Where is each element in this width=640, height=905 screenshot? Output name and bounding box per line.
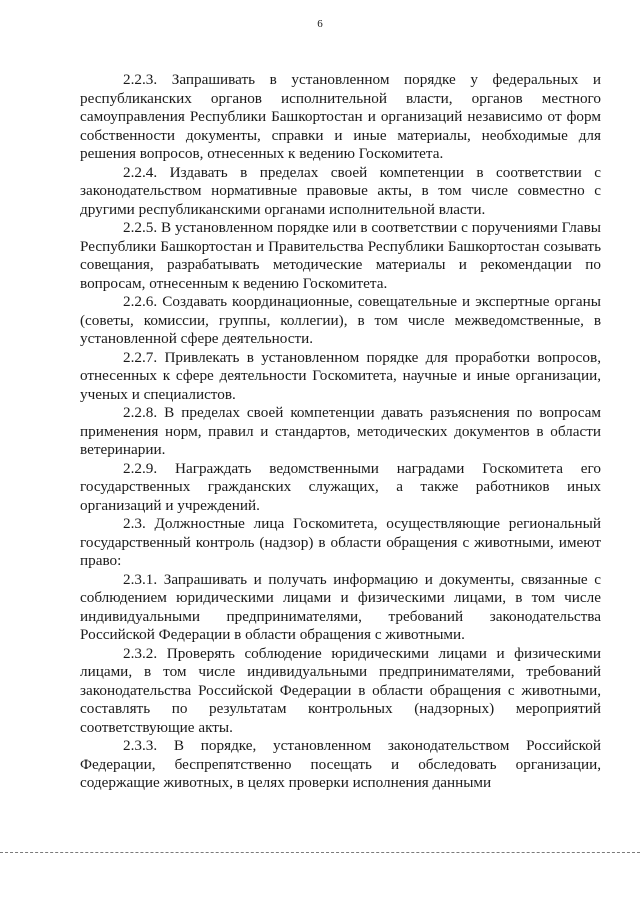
paragraph-2-2-8: 2.2.8. В пределах своей компетенции давать разъяснения по вопросам применения норм, правил и стандартов, методических документов в области ветеринарии. (80, 404, 601, 458)
paragraph-2-2-7: 2.2.7. Привлекать в установленном порядке для проработки вопросов, отнесенных к сфере деятельности Госкомитета, научные и иные организации, ученых и специалистов. (80, 348, 601, 403)
page-number: 6 (317, 18, 323, 30)
paragraph-2-2-6: 2.2.6. Создавать координационные, совещательные и экспертные органы (советы, комиссии, группы, коллегии), в том числе межведомственные, в установленной сфере деятельности. (80, 293, 601, 347)
paragraph-2-3-1: 2.3.1. Запрашивать и получать информацию и документы, связанные с соблюдением юридическими лицами и физическими лицами, в том числе индивидуальными предпринимателями, требований законодательства Российской Федерации в области обращения с животными. (80, 570, 601, 643)
paragraph-2-2-4: 2.2.4. Издавать в пределах своей компетенции в соответствии с законодательством нормативные правовые акты, в том числе совместно с другими республиканскими органами исполнительной власти. (80, 163, 601, 218)
paragraph-2-3-3: 2.3.3. В порядке, установленном законодательством Российской Федерации, беспрепятственно посещать и обследовать организации, содержащие животных, в целях проверки исполнения данными (80, 737, 601, 791)
paragraph-2-3: 2.3. Должностные лица Госкомитета, осуществляющие региональный государственный контроль (надзор) в области обращения с животными, имеют право: (80, 515, 601, 569)
paragraph-2-2-3: 2.2.3. Запрашивать в установленном порядке у федеральных и республиканских органов исполнительной власти, органов местного самоуправления Республики Башкортостан и организаций независимо от форм собственности документы, справки и иные материалы, необходимые для решения вопросов, отнесенных к ведению Госкомитета. (80, 71, 601, 162)
paragraph-2-2-9: 2.2.9. Награждать ведомственными наградами Госкомитета его государственных гражданских служащих, а также работников иных организаций и учреждений. (80, 459, 601, 514)
paragraph-2-3-2: 2.3.2. Проверять соблюдение юридическими лицами и физическими лицами, в том числе индивидуальными предпринимателями, требований законодательства Российской Федерации в области обращения с животными, составлять по результатам контрольных (надзорных) мероприятий соответствующие акты. (80, 644, 601, 736)
document-body (80, 71, 601, 793)
page-bottom-divider (0, 852, 640, 853)
paragraph-2-2-5: 2.2.5. В установленном порядке или в соответствии с поручениями Главы Республики Башкортостан и Правительства Республики Башкортостан созывать совещания, разрабатывать методические материалы и рекомендации по вопросам, отнесенным к ведению Госкомитета. (80, 219, 601, 292)
